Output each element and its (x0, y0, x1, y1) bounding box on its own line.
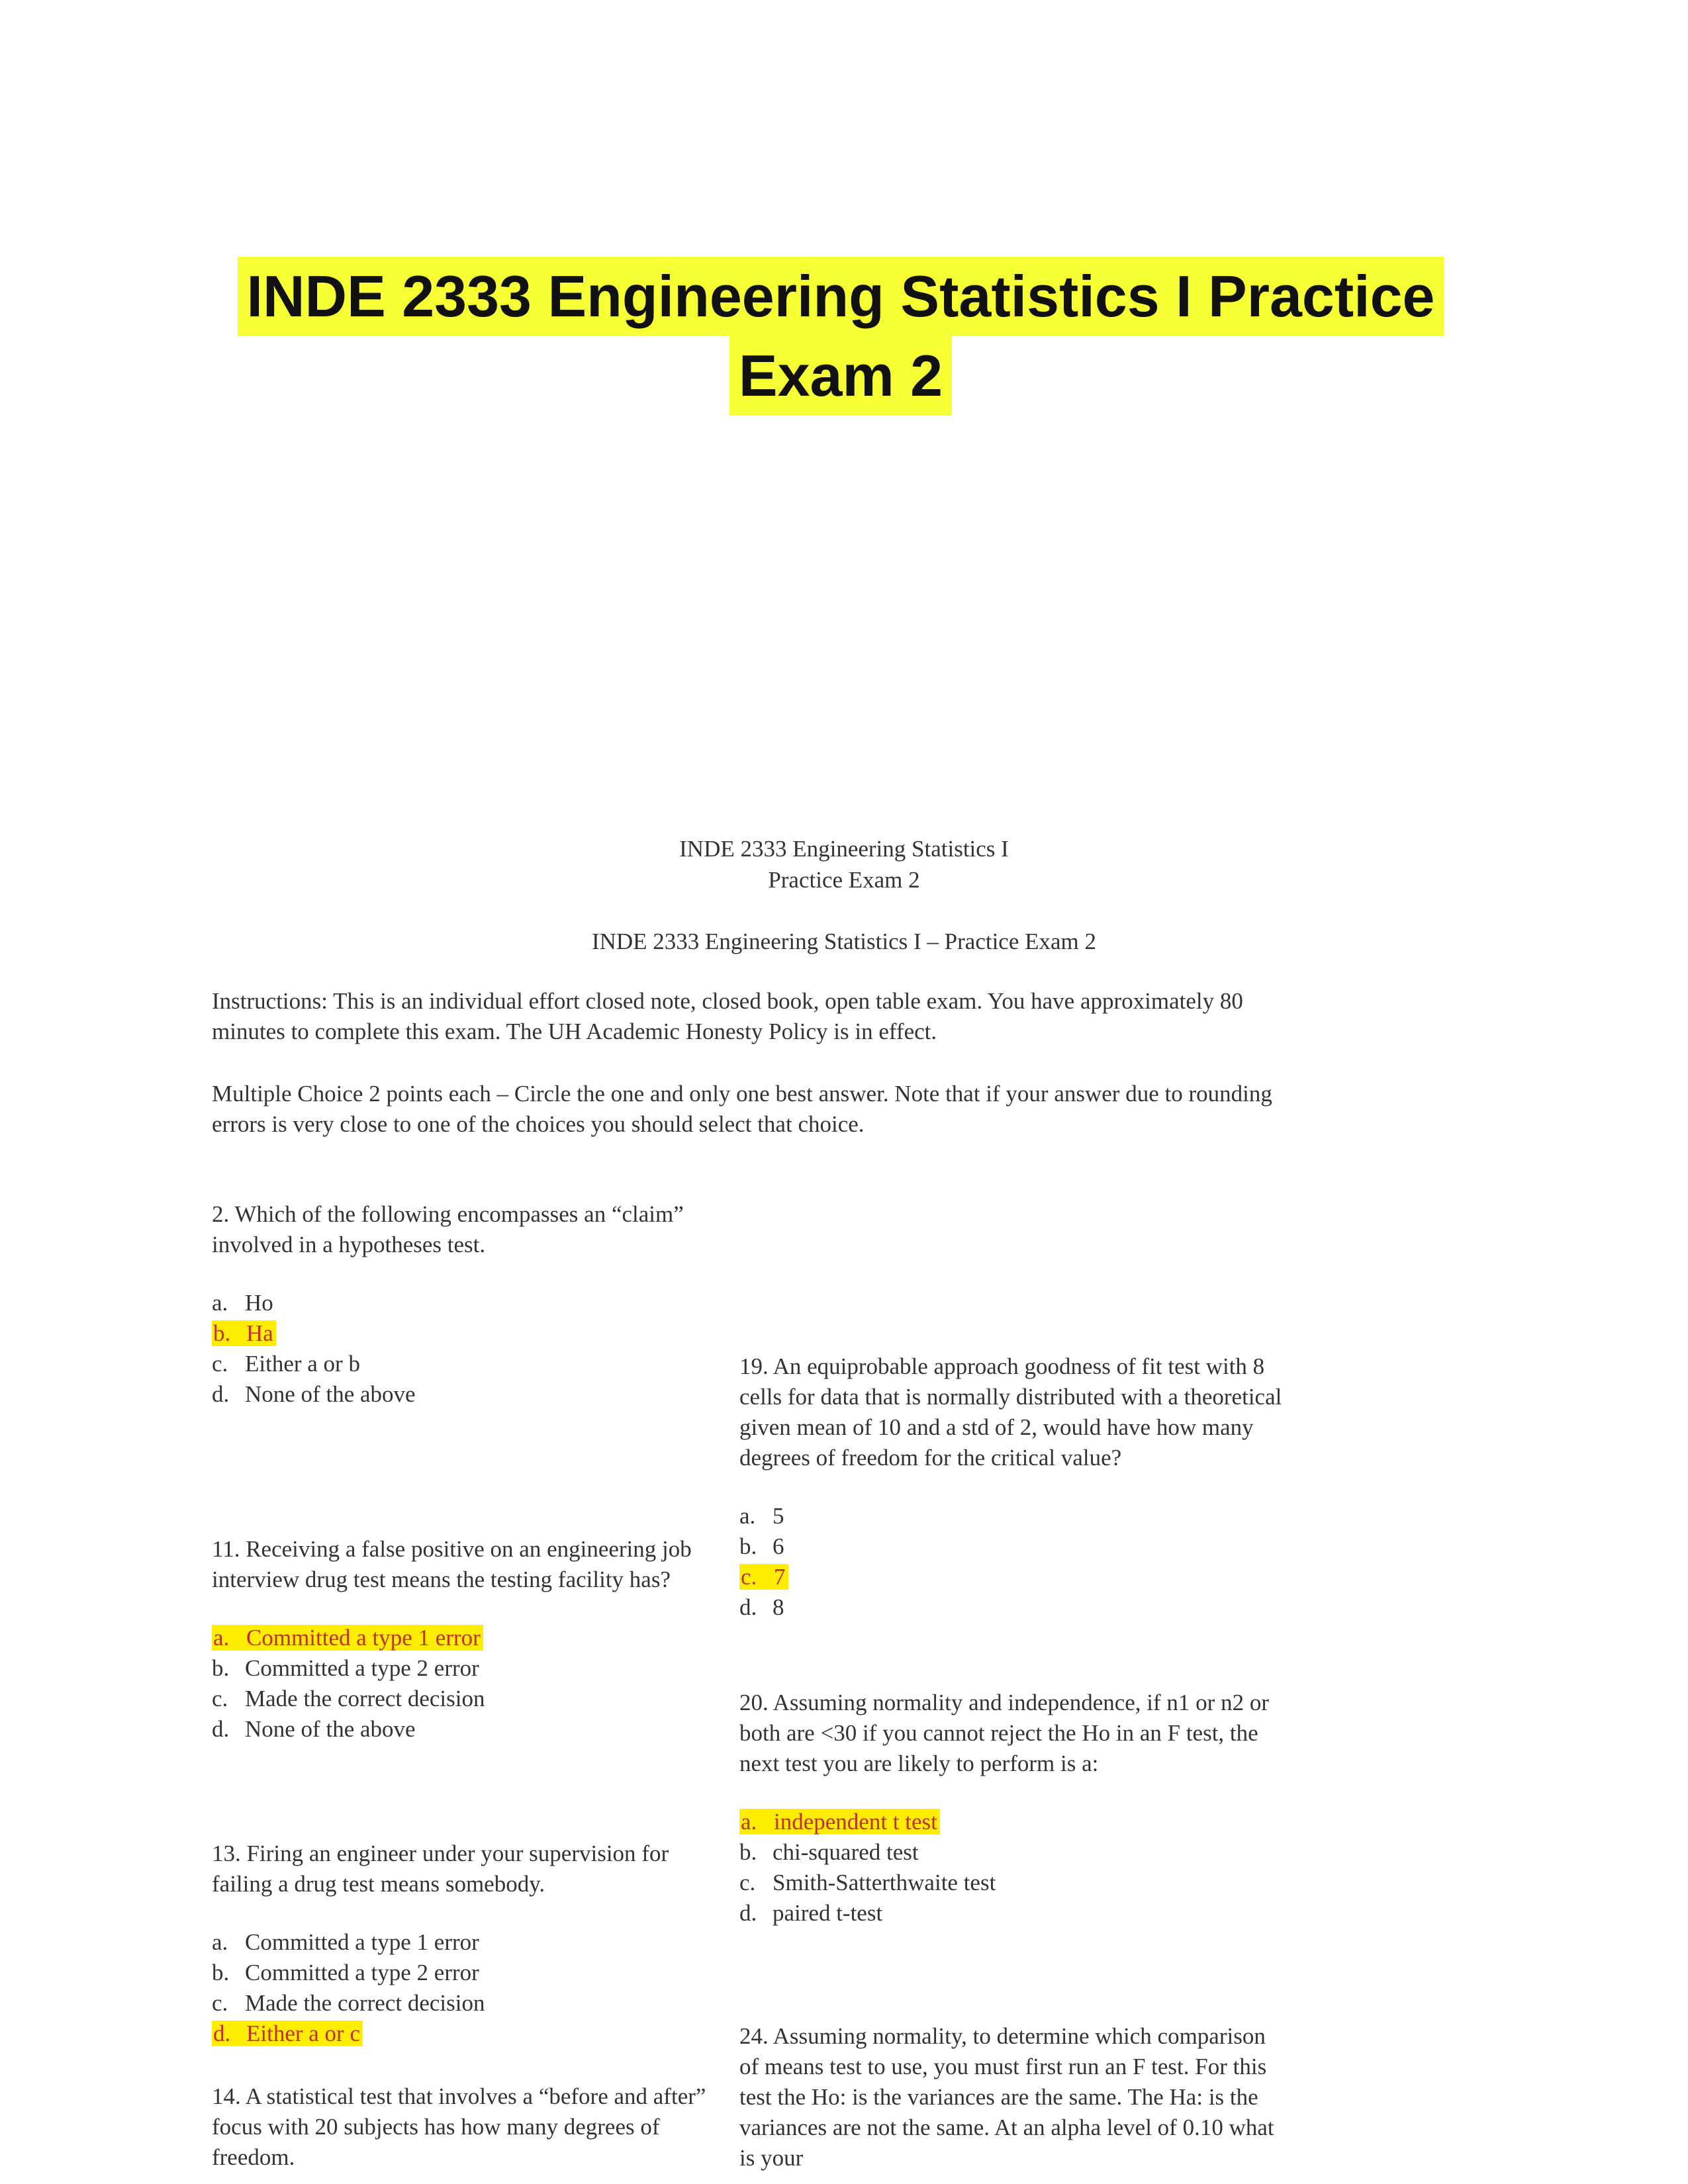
option-a: a. 5 (739, 1503, 784, 1529)
option-d: d. 8 (739, 1594, 784, 1620)
option-d: d. None of the above (212, 1381, 416, 1407)
instructions-paragraph: Instructions: This is an individual effort closed note, closed book, open table exam. You have approximately 80 minutes to complete this exam. The UH Academic Honesty Policy is in effect. (212, 988, 1243, 1044)
option-list (212, 1927, 715, 2049)
question-2 (212, 1199, 715, 1410)
question-text: 19. An equiprobable approach goodness of fit test with 8 cells for data that is normally distributed with a theoretical given mean of 10 and a std of 2, would have how many degrees of freedom for the critical value? (739, 1353, 1282, 1471)
option-list (739, 1807, 1289, 1929)
option-list (212, 1623, 715, 1745)
option-c: c. Either a or b (212, 1351, 360, 1377)
option-d: d. paired t-test (739, 1900, 883, 1926)
option-c: c. Smith-Satterthwaite test (739, 1870, 996, 1895)
question-text: 13. Firing an engineer under your supervision for failing a drug test means somebody. (212, 1841, 669, 1897)
question-11 (212, 1534, 715, 1745)
question-13 (212, 1839, 715, 2049)
option-b: b. Committed a type 2 error (212, 1655, 479, 1681)
question-14 (212, 2081, 715, 2173)
option-list (212, 1288, 715, 1410)
option-c-answer-highlight: c. 7 (739, 1562, 1289, 1592)
page-title-line-1: INDE 2333 Engineering Statistics I Practice (238, 257, 1444, 336)
option-b-answer-highlight: b. Ha (212, 1318, 715, 1349)
exam-header-line-2: Practice Exam 2 (768, 867, 920, 893)
option-b: b. chi-squared test (739, 1839, 919, 1865)
question-text: 2. Which of the following encompasses an “claim” involved in a hypotheses test. (212, 1201, 684, 1257)
multiple-choice-paragraph: Multiple Choice 2 points each – Circle the one and only one best answer. Note that if your answer due to rounding errors is very close to one of the choices you should select that choice. (212, 1081, 1272, 1137)
option-b: b. 6 (739, 1533, 784, 1559)
exam-header-line-1: INDE 2333 Engineering Statistics I (679, 836, 1009, 862)
question-text: 24. Assuming normality, to determine which comparison of means test to use, you must first run an F test. For this test the Ho: is the variances are the same. The Ha: is the variances are not the same. At an alpha level of 0.10 what is your (739, 2023, 1274, 2171)
option-a: a. Committed a type 1 error (212, 1929, 479, 1955)
option-b: b. Committed a type 2 error (212, 1960, 479, 1985)
option-c: c. Made the correct decision (212, 1990, 485, 2016)
option-d: d. None of the above (212, 1716, 416, 1742)
exam-header-line-3: INDE 2333 Engineering Statistics I – Practice Exam 2 (591, 929, 1097, 954)
option-c: c. Made the correct decision (212, 1686, 485, 1711)
question-text: 11. Receiving a false positive on an engineering job interview drug test means the testing facility has? (212, 1536, 692, 1592)
option-a: a. Ho (212, 1290, 273, 1316)
question-text: 20. Assuming normality and independence, if n1 or n2 or both are <30 if you cannot reject the Ho in an F test, the next test you are likely to perform is a: (739, 1690, 1269, 1776)
question-24 (739, 2021, 1289, 2173)
option-a-answer-highlight: a. Committed a type 1 error (212, 1623, 715, 1653)
option-d-answer-highlight: d. Either a or c (212, 2019, 715, 2049)
question-20 (739, 1688, 1289, 1929)
question-text: 14. A statistical test that involves a “before and after” focus with 20 subjects has how many degrees of freedom. (212, 2083, 706, 2170)
option-a-answer-highlight: a. independent t test (739, 1807, 1289, 1837)
question-19 (739, 1351, 1289, 1623)
option-list (739, 1501, 1289, 1623)
page-title-line-2: Exam 2 (729, 336, 952, 416)
